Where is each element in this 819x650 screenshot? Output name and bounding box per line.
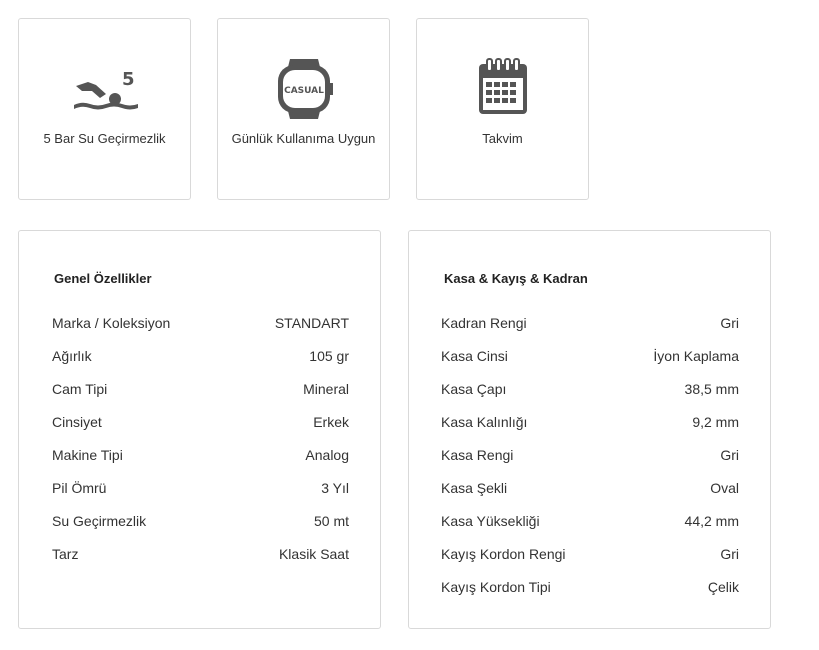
calendar-icon <box>417 57 588 117</box>
spec-label: Kayış Kordon Rengi <box>441 546 566 562</box>
spec-value: İyon Kaplama <box>653 348 739 364</box>
spec-value: 50 mt <box>313 513 349 529</box>
spec-row <box>441 511 739 544</box>
spec-label: Kayış Kordon Tipi <box>441 579 551 595</box>
spec-label: Su Geçirmezlik <box>52 513 147 529</box>
spec-row <box>52 379 349 412</box>
spec-row <box>52 544 349 577</box>
spec-label: Cinsiyet <box>52 414 102 430</box>
feature-card-casual <box>217 18 390 200</box>
spec-row <box>441 313 739 346</box>
spec-label: Cam Tipi <box>52 381 108 397</box>
spec-label: Marka / Koleksiyon <box>52 315 171 331</box>
spec-value: Çelik <box>707 579 739 595</box>
spec-value: Gri <box>720 447 739 463</box>
spec-value: Oval <box>710 480 739 496</box>
swimming-icon <box>19 67 190 115</box>
spec-row <box>52 346 349 379</box>
spec-value: 105 gr <box>309 348 349 364</box>
spec-value: Gri <box>720 315 739 331</box>
spec-row <box>52 313 349 346</box>
spec-value: Gri <box>720 546 739 562</box>
case-specs-title: Kasa & Kayış & Kadran <box>444 271 588 286</box>
feature-label: Takvim <box>482 131 523 146</box>
spec-row <box>52 445 349 478</box>
spec-row <box>441 379 739 412</box>
feature-card-water-resistance <box>18 18 191 200</box>
feature-label: 5 Bar Su Geçirmezlik <box>43 131 166 146</box>
spec-label: Kadran Rengi <box>441 315 527 331</box>
spec-label: Kasa Rengi <box>441 447 514 463</box>
spec-label: Kasa Çapı <box>441 381 507 397</box>
spec-value: Analog <box>305 447 349 463</box>
spec-value: 38,5 mm <box>684 381 739 397</box>
spec-row <box>441 412 739 445</box>
svg-text:5: 5 <box>121 69 135 90</box>
spec-label: Makine Tipi <box>52 447 123 463</box>
spec-label: Kasa Kalınlığı <box>441 414 528 430</box>
casual-watch-icon <box>218 57 389 121</box>
spec-label: Kasa Cinsi <box>441 348 508 364</box>
spec-row <box>52 412 349 445</box>
spec-row <box>52 478 349 511</box>
spec-label: Pil Ömrü <box>52 480 107 496</box>
feature-label: Günlük Kullanıma Uygun <box>231 131 376 146</box>
spec-value: 3 Yıl <box>321 480 349 496</box>
spec-row <box>441 577 739 610</box>
spec-label: Ağırlık <box>52 348 92 364</box>
spec-value: 9,2 mm <box>692 414 739 430</box>
general-specs-card <box>18 230 381 629</box>
spec-row <box>441 346 739 379</box>
spec-label: Kasa Şekli <box>441 480 508 496</box>
spec-value: STANDART <box>274 315 349 331</box>
spec-row <box>441 478 739 511</box>
spec-row <box>52 511 349 544</box>
general-specs-list <box>52 313 349 577</box>
spec-value: 44,2 mm <box>684 513 739 529</box>
spec-row <box>441 445 739 478</box>
spec-label: Tarz <box>52 546 79 562</box>
spec-label: Kasa Yüksekliği <box>441 513 540 529</box>
spec-value: Mineral <box>303 381 349 397</box>
case-specs-list <box>441 313 739 610</box>
spec-value: Erkek <box>313 414 349 430</box>
spec-value: Klasik Saat <box>278 546 349 562</box>
feature-card-calendar <box>416 18 589 200</box>
case-specs-card <box>408 230 771 629</box>
svg-text:CASUAL: CASUAL <box>283 86 324 96</box>
general-specs-title: Genel Özellikler <box>54 271 152 286</box>
spec-row <box>441 544 739 577</box>
